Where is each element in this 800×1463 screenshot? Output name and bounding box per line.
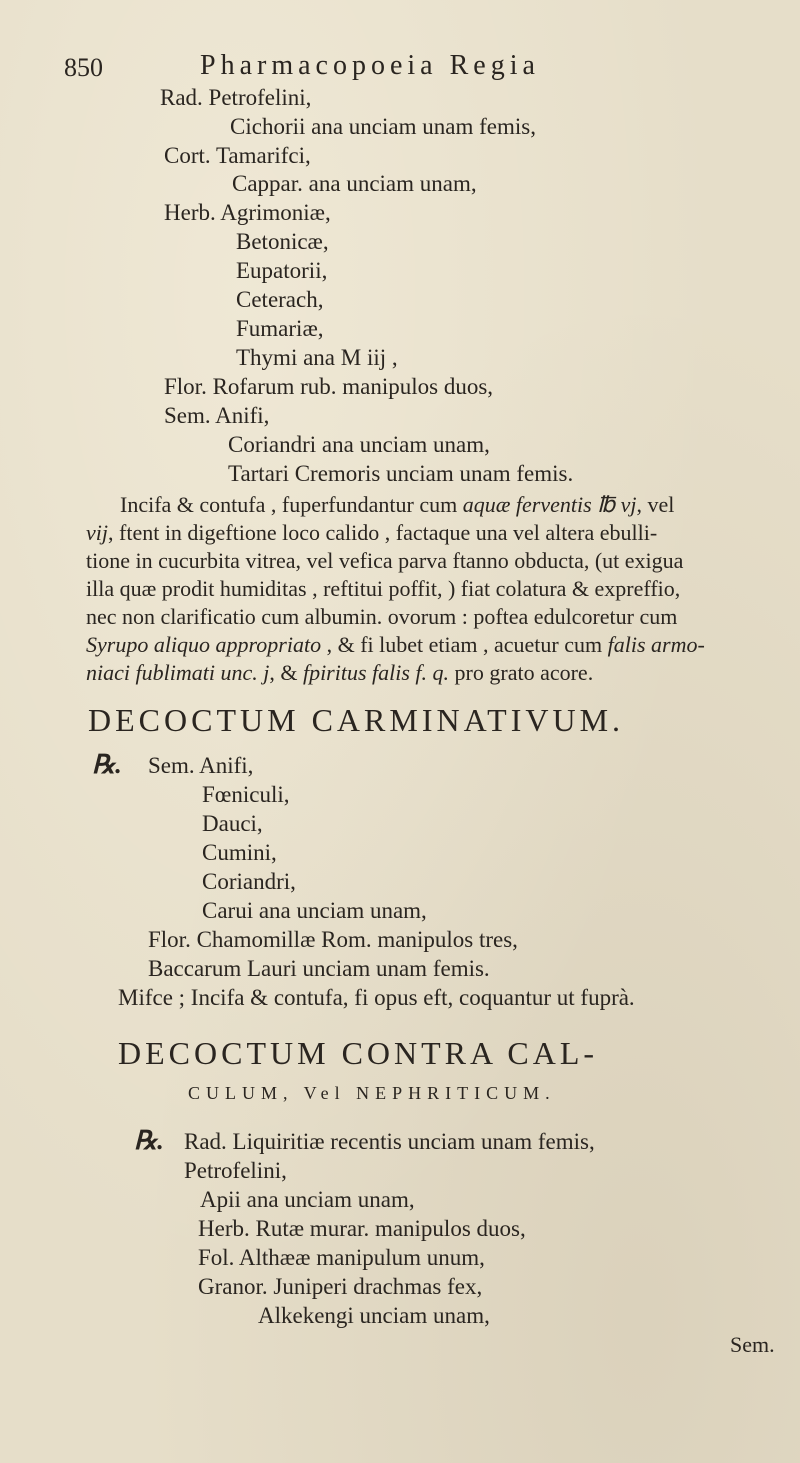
ingredient-line: Fumariæ, <box>236 316 324 341</box>
catchword: Sem. <box>730 1332 775 1357</box>
ingredient-line: Carui ana unciam unam, <box>202 898 427 923</box>
ingredient-line: Flor. Chamomillæ Rom. manipulos tres, <box>148 927 518 952</box>
instruction-line: tione in cucurbita vitrea, vel vefica parva ftanno obducta, (ut exigua <box>86 548 684 573</box>
instruction-line: Mifce ; Incifa & contufa, fi opus eft, coquantur ut fuprà. <box>118 985 635 1010</box>
page-number: 850 <box>64 53 103 82</box>
ingredient-line: Cappar. ana unciam unam, <box>232 171 477 196</box>
ingredient-line: Betonicæ, <box>236 229 329 254</box>
ingredient-line: Fol. Althææ manipulum unum, <box>198 1245 485 1270</box>
ingredient-line: Cumini, <box>202 840 277 865</box>
ingredient-line: Cichorii ana unciam unam femis, <box>230 114 536 139</box>
instruction-line: illa quæ prodit humiditas , reftitui poffit, ) fiat colatura & expreffio, <box>86 576 681 601</box>
ingredient-line: Baccarum Lauri unciam unam femis. <box>148 956 490 981</box>
ingredient-line: Petrofelini, <box>184 1158 287 1183</box>
instruction-line: Incifa & contufa , fuperfundantur cum aquæ ferventis ℔ vj, vel <box>120 492 675 517</box>
ingredient-line: Cort. Tamarifci, <box>164 143 311 168</box>
instruction-line: Syrupo aliquo appropriato , & fi lubet etiam , acuetur cum falis armo- <box>86 632 705 657</box>
section-subtitle: CULUM, Vel NEPHRITICUM. <box>188 1083 556 1103</box>
ingredient-line: Sem. Anifi, <box>164 403 270 428</box>
recipe-symbol: ℞. <box>134 1126 164 1155</box>
ingredient-line: Coriandri, <box>202 869 296 894</box>
recipe-symbol: ℞. <box>92 750 122 779</box>
ingredient-line: Herb. Rutæ murar. manipulos duos, <box>198 1216 526 1241</box>
ingredient-line: Dauci, <box>202 811 263 836</box>
ingredient-line: Ceterach, <box>236 287 324 312</box>
ingredient-line: Sem. Anifi, <box>148 753 254 778</box>
instruction-line: vij, ftent in digeftione loco calido , factaque una vel altera ebulli- <box>86 520 658 545</box>
ingredient-line: Herb. Agrimoniæ, <box>164 200 331 225</box>
instruction-line: nec non clarificatio cum albumin. ovorum : poftea edulcoretur cum <box>86 604 678 629</box>
ingredient-line: Eupatorii, <box>236 258 328 283</box>
ingredient-line: Coriandri ana unciam unam, <box>228 432 490 457</box>
instruction-line: niaci fublimati unc. j, & fpiritus falis f. q. pro grato acore. <box>86 660 594 685</box>
ingredient-line: Alkekengi unciam unam, <box>258 1303 490 1328</box>
section-title: DECOCTUM CARMINATIVUM. <box>88 702 625 738</box>
ingredient-line: Tartari Cremoris unciam unam femis. <box>228 461 574 486</box>
running-title: Pharmacopoeia Regia <box>200 50 540 81</box>
ingredient-line: Granor. Juniperi drachmas fex, <box>198 1274 483 1299</box>
ingredient-line: Fœniculi, <box>202 782 290 807</box>
ingredient-line: Flor. Rofarum rub. manipulos duos, <box>164 374 494 399</box>
ingredient-line: Apii ana unciam unam, <box>200 1187 415 1212</box>
ingredient-line: Thymi ana M iij , <box>236 345 398 370</box>
ingredient-line: Rad. Liquiritiæ recentis unciam unam femis, <box>184 1129 595 1154</box>
ingredient-line: Rad. Petrofelini, <box>160 85 312 110</box>
section-title: DECOCTUM CONTRA CAL- <box>118 1035 599 1071</box>
